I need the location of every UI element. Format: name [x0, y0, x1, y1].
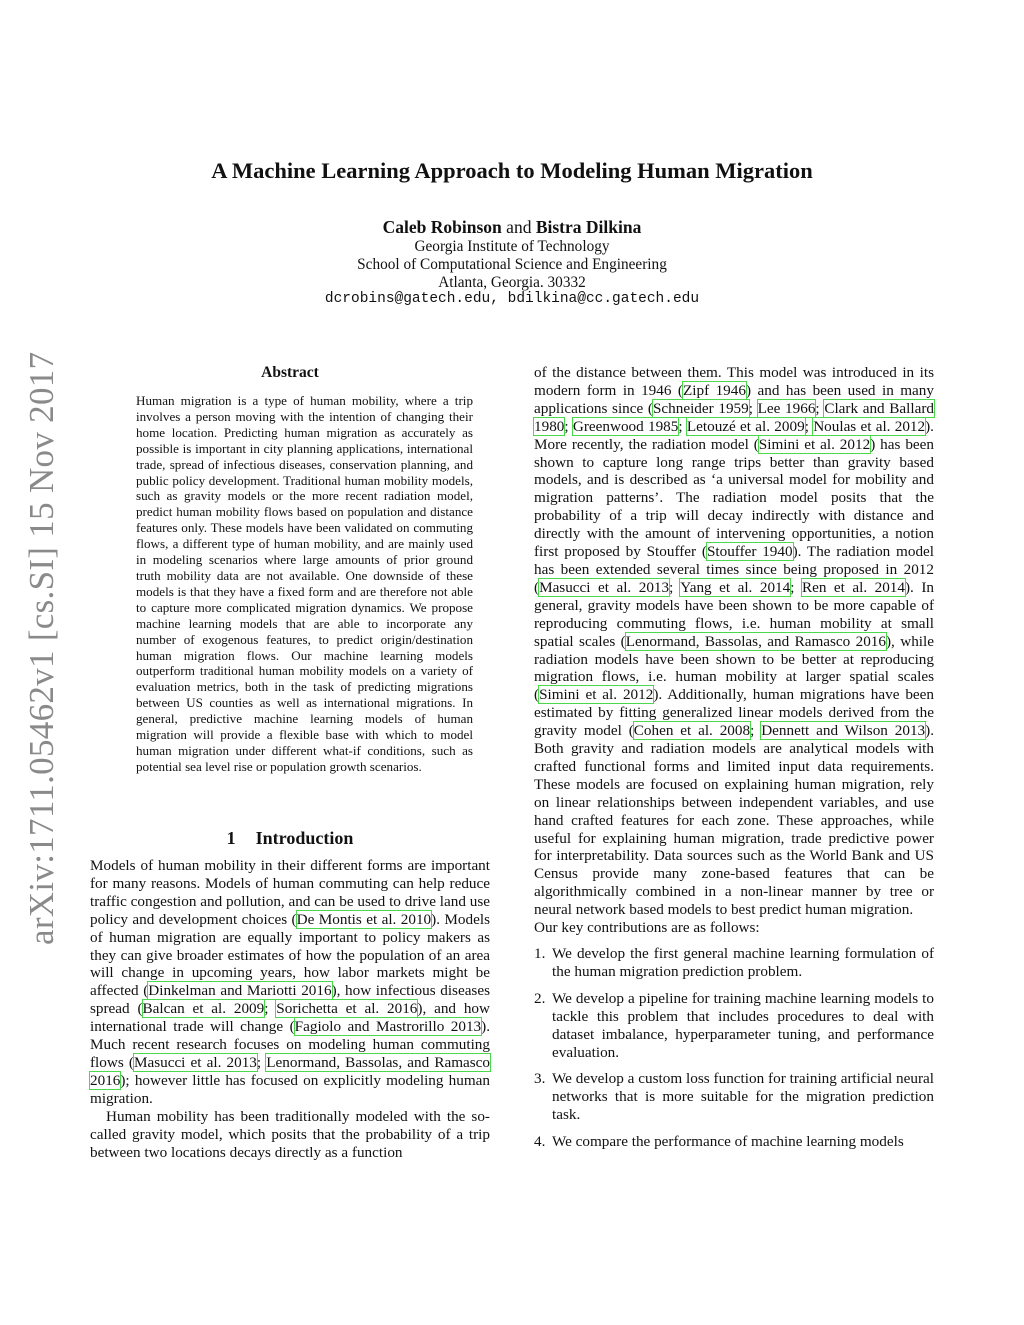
citation-link[interactable]: Cohen et al. 2008	[633, 722, 751, 740]
left-column-body	[90, 857, 490, 1161]
paragraph	[90, 857, 490, 1108]
list-item	[534, 1133, 934, 1151]
citation-link[interactable]: Letouzé et al. 2009	[686, 417, 805, 435]
text-run: ;	[804, 417, 814, 435]
citation-link[interactable]: Dinkelman and Mariotti 2016	[148, 982, 332, 1000]
affiliation-line: School of Computational Science and Engineering	[357, 256, 667, 273]
text-run: ); however little has focused on explicitly modeling human migration.	[90, 1071, 490, 1107]
text-run: ;	[815, 399, 825, 417]
citation-link[interactable]: Sorichetta et al. 2016	[276, 1000, 418, 1018]
citation-link[interactable]: Yang et al. 2014	[680, 578, 791, 596]
abstract-text: Human migration is a type of human mobility, where a trip involves a person moving with the intention of changing their home location. Predicting human migration as accurately as possible is important in city planning applications, international trade, spread of infectious diseases, conservation planning, and public policy development. Traditional human mobility models, such as gravity models or the more recent radiation model, predict human mobility flows based on population and distance features only. These models have been validated on commuting flows, a different type of human mobility, and are mainly used in modeling scenarios where large amounts of prior ground truth mobility data are not available. One downside of these models is that they have a fixed form and are therefore not able to capture more complicated migration dynamics. We propose machine learning models that are able to incorporate any number of exogenous features, to predict origin/destination human migration flows. Our machine learning models outperform traditional human mobility models on a variety of evaluation metrics, both in the task of predicting migrations between US counties as well as international migrations. In general, predictive machine learning models of human migration will provide a flexible base with which to model human migration under different what-if conditions, such as potential sea level rise or population growth scenarios.	[136, 393, 473, 774]
citation-link[interactable]: Schneider 1959	[652, 399, 749, 417]
paragraph: Human mobility has been traditionally modeled with the so-called gravity model, which posits that the probability of a trip between two locations decays directly as a function	[90, 1107, 490, 1161]
text-run: ). In general, gravity models have been shown to be more capable of reproducing commuting flows, i.e. human mobility at small spatial scales (	[534, 578, 935, 650]
list-item-text: We develop a pipeline for training machine learning models to tackle this problem that includes procedures to deal with dataset imbalance, hyperparameter tuning, and performance evaluation.	[552, 989, 934, 1061]
text-run: ;	[748, 399, 758, 417]
citation-link[interactable]: Masucci et al. 2013	[539, 578, 670, 596]
text-run: ;	[256, 1053, 267, 1071]
citation-link[interactable]: Greenwood 1985	[572, 417, 679, 435]
citation-link[interactable]: Clark and Ballard 1980	[534, 399, 934, 435]
citation-link[interactable]: Zipf 1946	[682, 381, 746, 399]
paragraph: Our key contributions are as follows:	[534, 919, 760, 937]
citation-link[interactable]: Lenormand, Bassolas, and Ramasco 2016	[90, 1053, 490, 1089]
citation-link[interactable]: Simini et al. 2012	[539, 686, 654, 704]
citation-link[interactable]: Noulas et al. 2012	[813, 417, 926, 435]
list-item	[534, 945, 934, 981]
section-title: Introduction	[255, 828, 354, 848]
text-run: ). Models of human migration are equally important to policy makers as they can give broader estimates of how the population of an area will change in upcoming years, how labor markets might be affected (	[90, 910, 490, 1000]
list-number: 3.	[534, 1070, 546, 1088]
list-item-text: We compare the performance of machine learning models	[552, 1133, 904, 1151]
text-run: ), how infectious diseases spread (	[90, 982, 490, 1018]
list-item	[534, 1070, 934, 1124]
author-name: Bistra Dilkina	[535, 217, 642, 237]
text-run: of the distance between them. This model was introduced in its modern form in 1946 (	[534, 364, 934, 399]
text-run: ). Additionally, human migrations have been estimated by fitting generalized linear models derived from the gravity model (	[534, 686, 934, 740]
paper-title: A Machine Learning Approach to Modeling Human Migration	[211, 158, 813, 183]
affiliation-line: Atlanta, Georgia. 30332	[438, 274, 586, 291]
text-run: ;	[678, 417, 687, 435]
author-line	[0, 217, 1024, 238]
text-run: ;	[669, 578, 681, 596]
citation-link[interactable]: Lenormand, Bassolas, and Ramasco 2016	[625, 632, 886, 650]
text-run: ) and has been used in many applications since (	[534, 381, 934, 417]
list-item-text: We develop a custom loss function for training artificial neural networks that is more suitable for the migration prediction task.	[552, 1070, 934, 1124]
author-name: Caleb Robinson	[382, 217, 502, 237]
citation-link[interactable]: Masucci et al. 2013	[133, 1053, 257, 1071]
list-number: 4.	[534, 1133, 546, 1151]
author-emails: dcrobins@gatech.edu, bdilkina@cc.gatech.edu	[324, 291, 700, 307]
text-run: ;	[264, 1000, 277, 1018]
list-item-text: We develop the first general machine learning formulation of the human migration prediction problem.	[552, 945, 934, 980]
author-conjunction: and	[506, 217, 532, 237]
text-run: ). The radiation model has been extended several times since being proposed in 2012 (	[534, 543, 934, 596]
right-column-body	[534, 364, 934, 1160]
text-run: ), and how international trade will change (	[90, 1000, 490, 1036]
text-run: Models of human mobility in their different forms are important for many reasons. Models of human commuting can help reduce traffic congestion and pollution, and can be used to drive land use policy and development choices (	[90, 857, 490, 928]
contributions-list	[534, 945, 934, 1151]
affiliation-line: Georgia Institute of Technology	[414, 238, 610, 255]
citation-link[interactable]: Ren et al. 2014	[801, 578, 905, 596]
citation-link[interactable]: De Montis et al. 2010	[296, 910, 432, 928]
abstract-heading: Abstract	[261, 364, 319, 381]
paragraph	[534, 364, 934, 919]
text-run: ), while radiation models have been shown to be better at reproducing migration flows, i.e. human mobility at larger spatial scales (	[534, 632, 934, 704]
arxiv-identifier-stamp: arXiv:1711.05462v1 [cs.SI] 15 Nov 2017	[22, 351, 61, 945]
citation-link[interactable]: Fagiolo and Mastrorillo 2013	[294, 1018, 482, 1036]
text-run: ). More recently, the radiation model (	[534, 417, 934, 453]
section-number: 1	[226, 828, 236, 848]
citation-link[interactable]: Balcan et al. 2009	[142, 1000, 265, 1018]
citation-link[interactable]: Simini et al. 2012	[758, 435, 871, 453]
citation-link[interactable]: Dennett and Wilson 2013	[761, 722, 926, 740]
text-run: ). Both gravity and radiation models are analytical models with crafted functional forms and limited input data requirements. These models are focused on explaining human migration, rely on linear relationships between independent variables, and use hand crafted features for each zone. These approaches, while useful for explaining human migration, trade predictive power for interpretability. Data sources such as the World Bank and US Census provide many zone-based features that can be algorithmically combined in a non-linear manner by tree or neural network based models to best predict human migration.	[534, 722, 934, 919]
section-heading	[90, 828, 490, 849]
list-number: 1.	[534, 945, 546, 962]
text-run: ;	[750, 722, 762, 740]
text-run: ). Much recent research focuses on modeling human commuting flows (	[90, 1018, 490, 1071]
text-run: ;	[564, 417, 573, 435]
text-run: ;	[790, 578, 802, 596]
text-run: ) has been shown to capture long range trips better than gravity based models, and is described as ‘a universal model for mobility and migration patterns’. The radiation model posits that the probability of a trip will decay indirectly with distance and directly with the amount of intervening opportunities, a notion first proposed by Stouffer (	[534, 435, 935, 561]
list-number: 2.	[534, 989, 546, 1007]
citation-link[interactable]: Lee 1966	[757, 399, 816, 417]
citation-link[interactable]: Stouffer 1940	[706, 543, 793, 561]
list-item	[534, 990, 934, 1062]
